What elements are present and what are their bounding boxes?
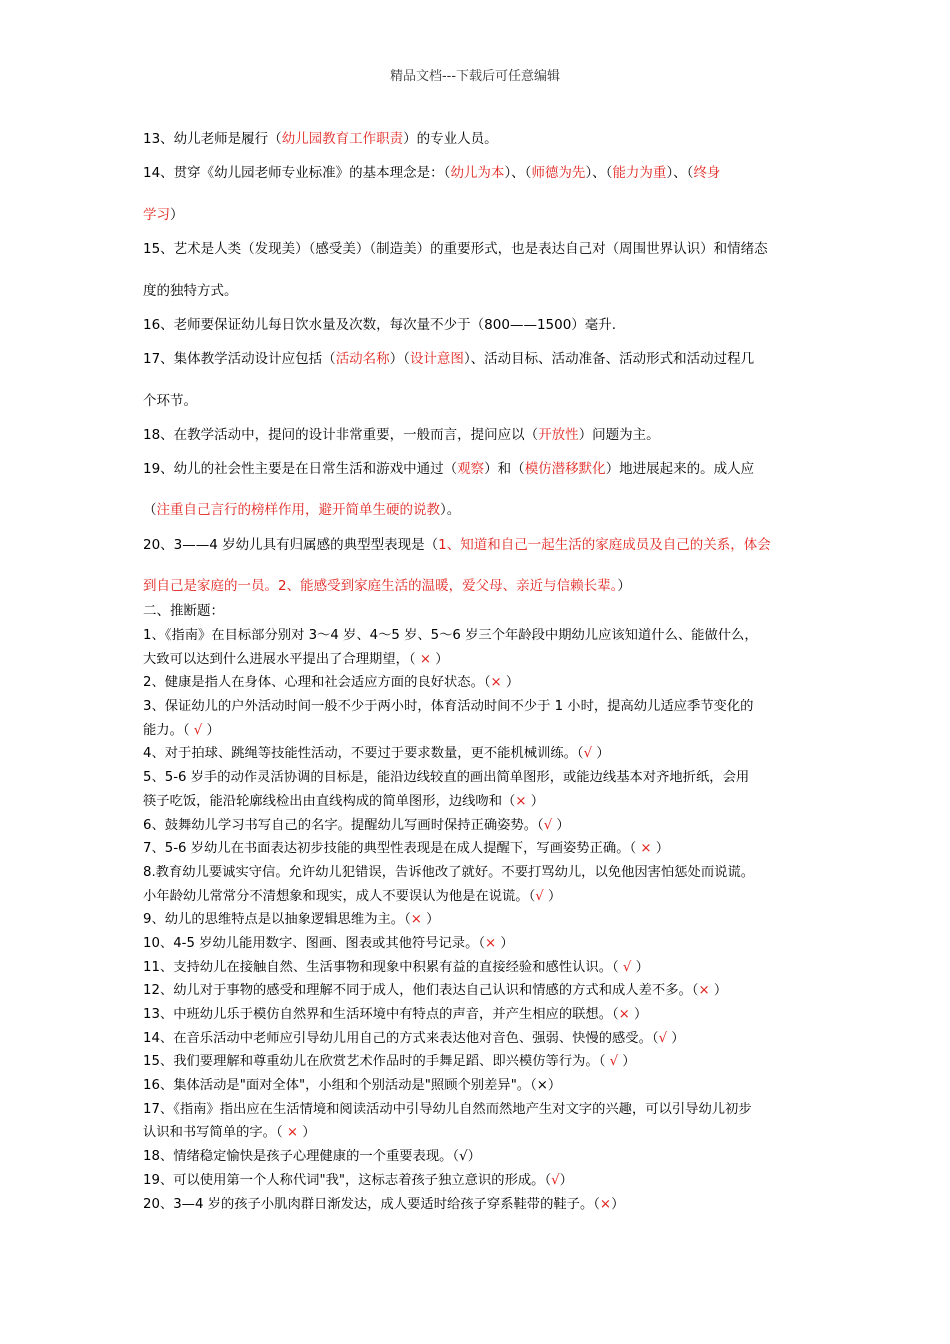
question-text: 3、保证幼儿的户外活动时间一般不少于两小时，体育活动时间不少于 1 小时，提高幼儿适应季节变化的 [143, 699, 754, 715]
answer-mark: × [286, 1125, 298, 1141]
judge-line [143, 979, 813, 1003]
question-text: ） [618, 1054, 636, 1070]
judge-line [143, 885, 813, 909]
question-text: 1、《指南》在目标部分别对 3～4 岁、4～5 岁、5～6 岁三个年龄段中期幼儿应该知道什么、能做什么， [143, 628, 758, 643]
question-text: ） [552, 817, 570, 833]
question-text: 20、3——4 岁幼儿具有归属感的典型型表现是（ [143, 537, 439, 553]
question-text: ） [667, 1030, 685, 1046]
question-text: ） [651, 841, 670, 857]
question-text: ）、（ [504, 165, 532, 181]
question-text: ） [170, 207, 184, 223]
question-text: ） [202, 722, 220, 738]
question-text: ）（ [389, 351, 410, 367]
question-text: 20、3—4 岁的孩子小肌肉群日渐发达，成人要适时给孩子穿系鞋带的鞋子。（ [143, 1196, 600, 1212]
question-text: 13、幼儿老师是履行（ [143, 131, 282, 147]
question-text: ） [421, 912, 440, 928]
question-text: 能力。（ [143, 722, 194, 738]
answer-mark: × [490, 675, 502, 691]
answer-text: 学习 [143, 207, 170, 223]
question-text: 12、幼儿对于事物的感受和理解不同于成人，他们表达自己认识和情感的方式和成人差不多。（ [143, 983, 699, 999]
question-text: ） [629, 1007, 648, 1022]
answer-mark: × [419, 651, 431, 667]
judge-line [143, 1098, 813, 1122]
judge-line [143, 1027, 813, 1051]
fill-line [143, 282, 813, 300]
answer-mark: × [485, 935, 497, 951]
question-text: 度的独特方式。 [143, 283, 238, 299]
question-text: 11、支持幼儿在接触自然、生活事物和现象中积累有益的直接经验和感性认识。（ [143, 959, 623, 975]
fill-line [143, 392, 813, 410]
fill-line [143, 536, 813, 554]
fill-line [143, 164, 813, 182]
answer-mark: √ [535, 888, 544, 904]
answer-text: 开放性 [538, 427, 579, 443]
question-text: ） [430, 651, 449, 667]
question-text: 小年龄幼儿常常分不清想象和现实，成人不要误认为他是在说谎。（ [143, 888, 536, 904]
fill-line [143, 426, 813, 444]
question-text: 15、我们要理解和尊重幼儿在欣赏艺术作品时的手舞足蹈、即兴模仿等行为。（ [143, 1054, 610, 1070]
answer-text: 终身 [693, 165, 721, 181]
question-text: ）、（ [666, 165, 694, 181]
question-text: 17、集体教学活动设计应包括（ [143, 351, 336, 367]
question-text: ） [501, 675, 520, 691]
answer-text: 模仿潜移默化 [524, 461, 606, 477]
answer-mark: √ [543, 817, 553, 833]
judge-line [143, 1074, 813, 1098]
judgment-section [143, 624, 813, 1216]
question-text: 2、健康是指人在身体、心理和社会适应方面的良好状态。（ [143, 675, 491, 691]
question-text: 9、幼儿的思维特点是以抽象逻辑思维为主。（ [143, 912, 411, 928]
question-text: 7、5-6 岁幼儿在书面表达初步技能的典型性表现是在成人提醒下，写画姿势正确。（ [143, 841, 641, 857]
judge-line [143, 932, 813, 956]
question-text: 19、可以使用第一个人称代词"我"，这标志着孩子独立意识的形成。（ [143, 1172, 552, 1188]
fill-line [143, 460, 813, 478]
question-text: ） [611, 1196, 625, 1212]
question-text: ） [526, 793, 544, 809]
question-text: ）问题为主。 [578, 427, 660, 443]
question-text: （ [143, 502, 157, 518]
fill-line [143, 316, 813, 334]
question-text: 8.教育幼儿要诚实守信。允许幼儿犯错误，告诉他改了就好。不要打骂幼儿，以免他因害怕惩处而说谎。 [143, 864, 755, 880]
question-text: 筷子吃饭，能沿轮廓线检出由直线构成的简单图形，边线吻和（ [143, 793, 516, 809]
question-text: 大致可以达到什么进展水平提出了合理期望，（ [143, 651, 420, 667]
judge-line [143, 861, 813, 885]
question-text: ） [709, 983, 728, 999]
answer-mark: √ [193, 722, 203, 738]
fill-line [143, 240, 813, 258]
judge-line [143, 790, 813, 814]
question-text: ） [617, 578, 631, 594]
judge-line [143, 1169, 813, 1193]
question-text: 14、在音乐活动中老师应引导幼儿用自己的方式来表达他对音色、强弱、快慢的感受。（ [143, 1030, 659, 1046]
answer-mark: √ [658, 1030, 668, 1046]
answer-mark: × [698, 983, 710, 999]
question-text: 19、幼儿的社会性主要是在日常生活和游戏中通过（ [143, 461, 458, 477]
question-text: 18、在教学活动中，提问的设计非常重要，一般而言，提问应以（ [143, 427, 539, 443]
answer-mark: √ [583, 746, 593, 762]
answer-mark: × [410, 912, 422, 928]
question-text: 16、老师要保证幼儿每日饮水量及次数，每次量不少于（800——1500）毫升. [143, 317, 617, 333]
judge-line [143, 1193, 813, 1217]
answer-text: 活动名称 [335, 351, 390, 367]
question-text: 5、5-6 岁手的动作灵活协调的目标是，能沿边线较直的画出简单图形，或能边线基本对齐地折纸，会用 [143, 770, 750, 786]
judge-line [143, 1121, 813, 1145]
question-text: 6、鼓舞幼儿学习书写自己的名字。提醒幼儿写画时保持正确姿势。（ [143, 817, 544, 833]
judge-line [143, 742, 813, 766]
judge-line [143, 719, 813, 743]
judge-line [143, 695, 813, 719]
question-text: 17、《指南》指出应在生活情境和阅读活动中引导幼儿自然而然地产生对文字的兴趣，可以引导幼儿初步 [143, 1101, 752, 1117]
section-title: 二、推断题： [143, 603, 224, 619]
answer-mark: × [640, 841, 652, 857]
fill-line [143, 577, 813, 595]
answer-text: 到自己是家庭的一员。2、能感受到家庭生活的温暖，爱父母、亲近与信赖长辈。 [143, 578, 618, 594]
question-text: ） [543, 888, 562, 904]
judge-line [143, 956, 813, 980]
question-text: 个环节。 [143, 393, 197, 409]
answer-text: 注重自己言行的榜样作用，避开简单生硬的说教 [156, 502, 440, 518]
judge-line [143, 1050, 813, 1074]
answer-text: 设计意图 [409, 351, 464, 367]
answer-mark: √ [551, 1172, 560, 1188]
question-text: 认识和书写简单的字。（ [143, 1125, 287, 1141]
answer-mark: × [618, 1007, 630, 1022]
question-text: 18、情绪稳定愉快是孩子心理健康的一个重要表现。（√） [143, 1149, 481, 1165]
judge-line [143, 648, 813, 672]
judge-line [143, 1003, 813, 1027]
page-header: 精品文档---下载后可任意编辑 [389, 69, 561, 84]
answer-mark: √ [609, 1054, 619, 1070]
question-text: ） [631, 959, 649, 975]
question-text: 13、中班幼儿乐于模仿自然界和生活环境中有特点的声音，并产生相应的联想。（ [143, 1007, 619, 1022]
answer-mark: × [599, 1196, 612, 1212]
question-text: ）、活动目标、活动准备、活动形式和活动过程几 [463, 351, 755, 367]
fill-line [143, 206, 813, 224]
fill-line [143, 350, 813, 368]
question-text: ）、（ [585, 165, 613, 181]
fill-line [143, 130, 813, 148]
answer-text: 能力为重 [612, 165, 667, 181]
question-text: ）的专业人员。 [403, 131, 498, 147]
question-text: ） [298, 1125, 316, 1141]
answer-text: 1、知道和自己一起生活的家庭成员及自己的关系，体会 [438, 537, 771, 553]
answer-text: 幼儿为本 [450, 165, 505, 181]
answer-mark: × [515, 793, 527, 809]
answer-mark: √ [622, 959, 632, 975]
judge-line [143, 1145, 813, 1169]
judge-line [143, 837, 813, 861]
question-text: ） [496, 935, 514, 951]
question-text: ） [559, 1172, 573, 1188]
answer-text: 观察 [457, 461, 485, 477]
question-text: ）和（ [484, 461, 525, 477]
question-text: ）地进展起来的。成人应 [605, 461, 755, 477]
answer-text: 师德为先 [531, 165, 586, 181]
question-text: ）。 [440, 502, 461, 518]
judge-line [143, 814, 813, 838]
question-text: ） [592, 746, 610, 762]
question-text: 14、贯穿《幼儿园老师专业标准》的基本理念是：（ [143, 165, 451, 181]
question-text: 10、4-5 岁幼儿能用数字、图画、图表或其他符号记录。（ [143, 935, 486, 951]
fill-line [143, 501, 813, 519]
judge-line [143, 908, 813, 932]
question-text: 15、艺术是人类（发现美）（感受美）（制造美）的重要形式，也是表达自己对（周围世界认识）和情绪态 [143, 241, 768, 257]
question-text: 4、对于拍球、跳绳等技能性活动，不要过于要求数量，更不能机械训练。（ [143, 746, 584, 762]
judge-line [143, 671, 813, 695]
judge-line [143, 766, 813, 790]
answer-text: 幼儿园教育工作职责 [281, 131, 404, 147]
judge-line [143, 624, 813, 648]
question-text: 16、集体活动是"面对全体"，小组和个别活动是"照顾个别差异"。（×） [143, 1078, 562, 1094]
